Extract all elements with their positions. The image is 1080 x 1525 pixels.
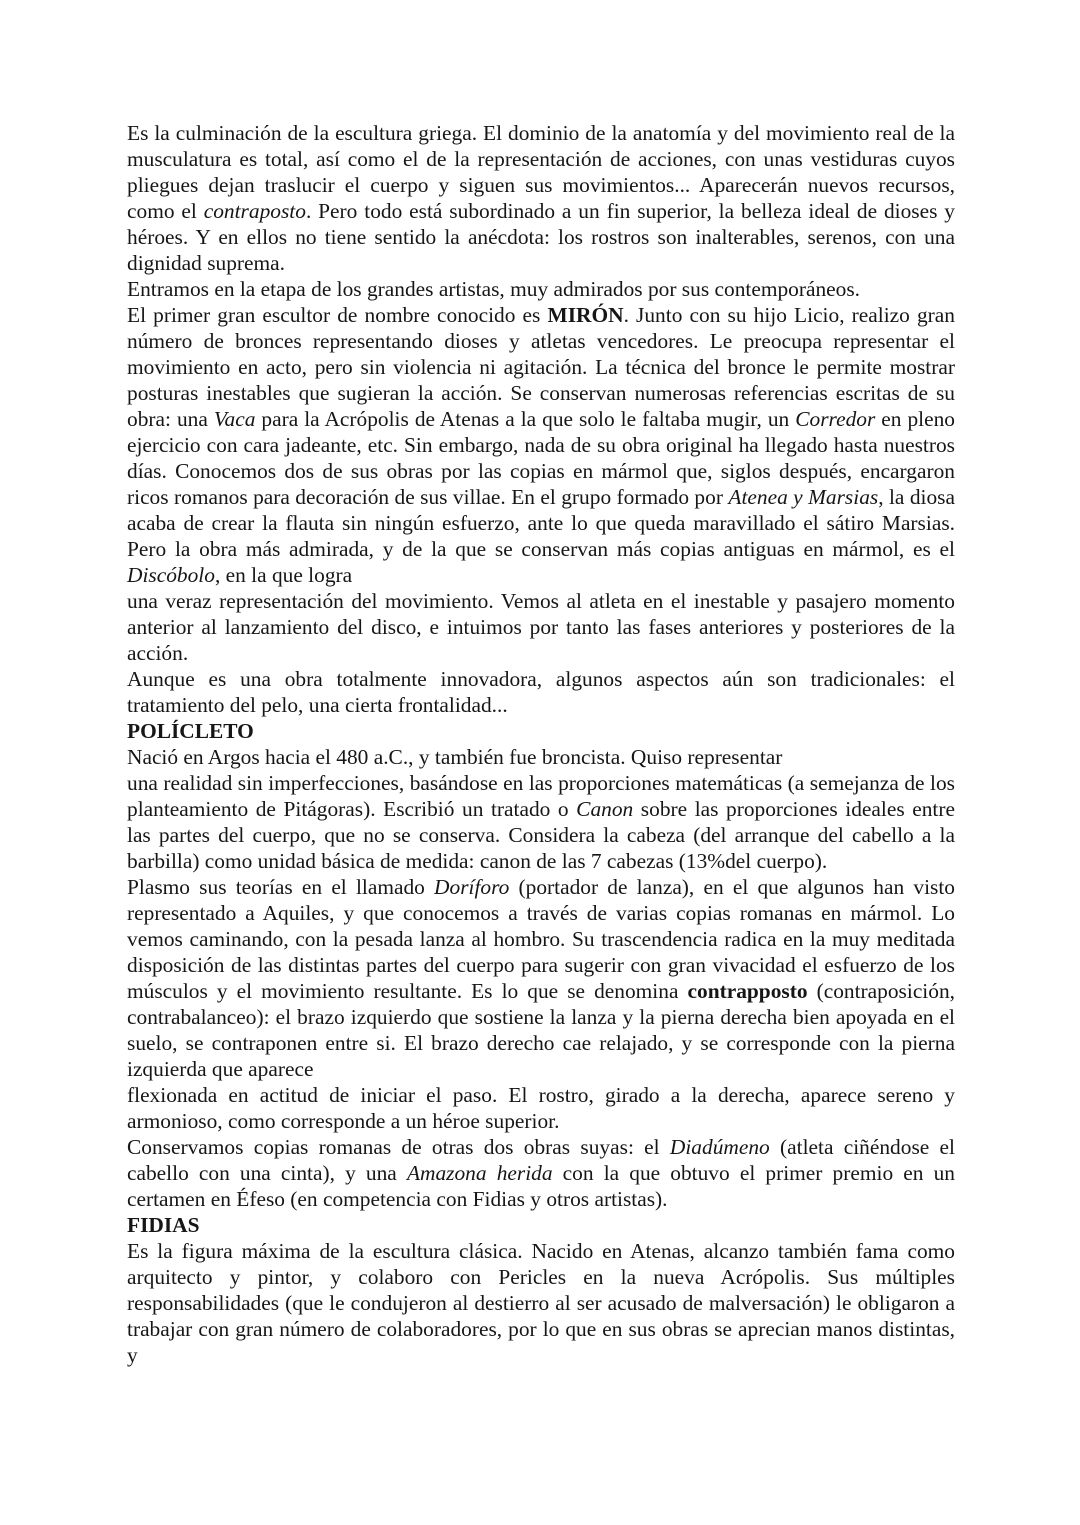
- text-run: en pleno ejercicio con cara jadeante, etc. Sin embargo, nada de su obra original ha llegado hasta nuestros días. Conocemos dos de sus obras por las copias en mármol que, siglos después, encargaron ricos romanos para decoración de sus villae. En el grupo formado por: [127, 407, 955, 509]
- italic-text: Corredor: [795, 407, 876, 431]
- text-run: (contraposición, contrabalanceo): el brazo izquierdo que sostiene la lanza y la pierna derecha bien apoyada en el suelo, se contraponen entre si. El brazo derecho cae relajado, y se corresponde con la pierna izquierda que aparece: [127, 979, 955, 1081]
- text-run: POLÍCLETO: [127, 719, 254, 743]
- italic-text: Atenea y Marsias: [728, 485, 879, 509]
- italic-text: Amazona herida: [406, 1161, 553, 1185]
- text-run: Plasmo sus teorías en el llamado: [127, 875, 435, 899]
- paragraph: [127, 666, 955, 718]
- text-run: una realidad sin imperfecciones, basándose en las proporciones matemáticas (a semejanza de los planteamiento de Pitágoras). Escribió un tratado o: [127, 771, 955, 821]
- paragraph: [127, 276, 955, 302]
- text-run: para la Acrópolis de Atenas a la que solo le faltaba mugir, un: [255, 407, 796, 431]
- section-heading: [127, 718, 955, 744]
- paragraph: [127, 874, 955, 1082]
- text-run: (portador de lanza), en el que algunos han visto representado a Aquiles, y que conocemos a través de varias copias romanas en mármol. Lo vemos caminando, con la pesada lanza al hombro. Su trascendencia radica en la muy meditada disposición de las distintas partes del cuerpo para sugerir con gran vivacidad el esfuerzo de los músculos y el movimiento resultante. Es lo que se denomina: [127, 875, 955, 1003]
- paragraph: [127, 588, 955, 666]
- bold-text: MIRÓN: [547, 303, 624, 327]
- text-run: El primer gran escultor de nombre conocido es: [127, 303, 548, 327]
- text-run: . Junto con su hijo Licio, realizo gran número de bronces representando dioses y atletas vencedores. Le preocupa representar el movimiento en acto, pero sin violencia ni agitación. La técnica del bronce le permite mostrar posturas inestables que sugieran la acción. Se conservan numerosas referencias escritas de su obra: una: [127, 303, 955, 431]
- text-run: Es la figura máxima de la escultura clásica. Nacido en Atenas, alcanzo también fama como arquitecto y pintor, y colaboro con Pericles en la nueva Acrópolis. Sus múltiples responsabilidades (que le condujeron al destierro al ser acusado de malversación) le obligaron a trabajar con gran número de colaboradores, por lo que en sus obras se aprecian manos distintas, y: [127, 1239, 955, 1367]
- text-run: sobre las proporciones ideales entre las partes del cuerpo, que no se conserva. Considera la cabeza (del arranque del cabello a la barbilla) como unidad básica de medida: canon de las 7 cabezas (13%del cuerpo).: [127, 797, 955, 873]
- paragraph: [127, 1082, 955, 1134]
- italic-text: Vaca: [213, 407, 256, 431]
- text-run: Aunque es una obra totalmente innovadora, algunos aspectos aún son tradicionales: el tratamiento del pelo, una cierta frontalidad...: [127, 667, 955, 717]
- italic-text: contraposto: [203, 199, 306, 223]
- paragraph: [127, 744, 955, 770]
- paragraph: [127, 770, 955, 874]
- italic-text: Diadúmeno: [669, 1135, 770, 1159]
- text-run: con la que obtuvo el primer premio en un certamen en Éfeso (en competencia con Fidias y otros artistas).: [127, 1161, 955, 1211]
- text-run: flexionada en actitud de iniciar el paso. El rostro, girado a la derecha, aparece sereno y armonioso, como corresponde a un héroe superior.: [127, 1083, 955, 1133]
- italic-text: Discóbolo: [127, 563, 215, 587]
- text-run: Nació en Argos hacia el 480 a.C., y también fue broncista. Quiso representar: [127, 745, 783, 769]
- text-run: Conservamos copias romanas de otras dos obras suyas: el: [127, 1135, 670, 1159]
- italic-text: Doríforo: [434, 875, 510, 899]
- text-run: (atleta ciñéndose el cabello con una cinta), y una: [127, 1135, 955, 1185]
- paragraph: [127, 1134, 955, 1212]
- text-run: Entramos en la etapa de los grandes artistas, muy admirados por sus contemporáneos.: [127, 277, 861, 301]
- bold-text: contrapposto: [687, 979, 808, 1003]
- text-run: , en la que logra: [214, 563, 353, 587]
- paragraph: [127, 1238, 955, 1368]
- text-run: Es la culminación de la escultura griega. El dominio de la anatomía y del movimiento real de la musculatura es total, así como el de la representación de acciones, con unas vestiduras cuyos pliegues dejan traslucir el cuerpo y siguen sus movimientos... Aparecerán nuevos recursos, como el: [127, 121, 955, 223]
- text-run: una veraz representación del movimiento. Vemos al atleta en el inestable y pasajero momento anterior al lanzamiento del disco, e intuimos por tanto las fases anteriores y posteriores de la acción.: [127, 589, 955, 665]
- italic-text: Canon: [576, 797, 634, 821]
- paragraph: [127, 302, 955, 588]
- text-block: [127, 120, 955, 1368]
- section-heading: [127, 1212, 955, 1238]
- text-run: FIDIAS: [127, 1213, 200, 1237]
- text-run: . Pero todo está subordinado a un fin superior, la belleza ideal de dioses y héroes. Y en ellos no tiene sentido la anécdota: los rostros son inalterables, serenos, con una dignidad suprema.: [127, 199, 956, 275]
- paragraph: [127, 120, 955, 276]
- text-run: , la diosa acaba de crear la flauta sin ningún esfuerzo, ante lo que queda maravillado el sátiro Marsias. Pero la obra más admirada, y de la que se conservan más copias antiguas en mármol, es el: [127, 485, 955, 561]
